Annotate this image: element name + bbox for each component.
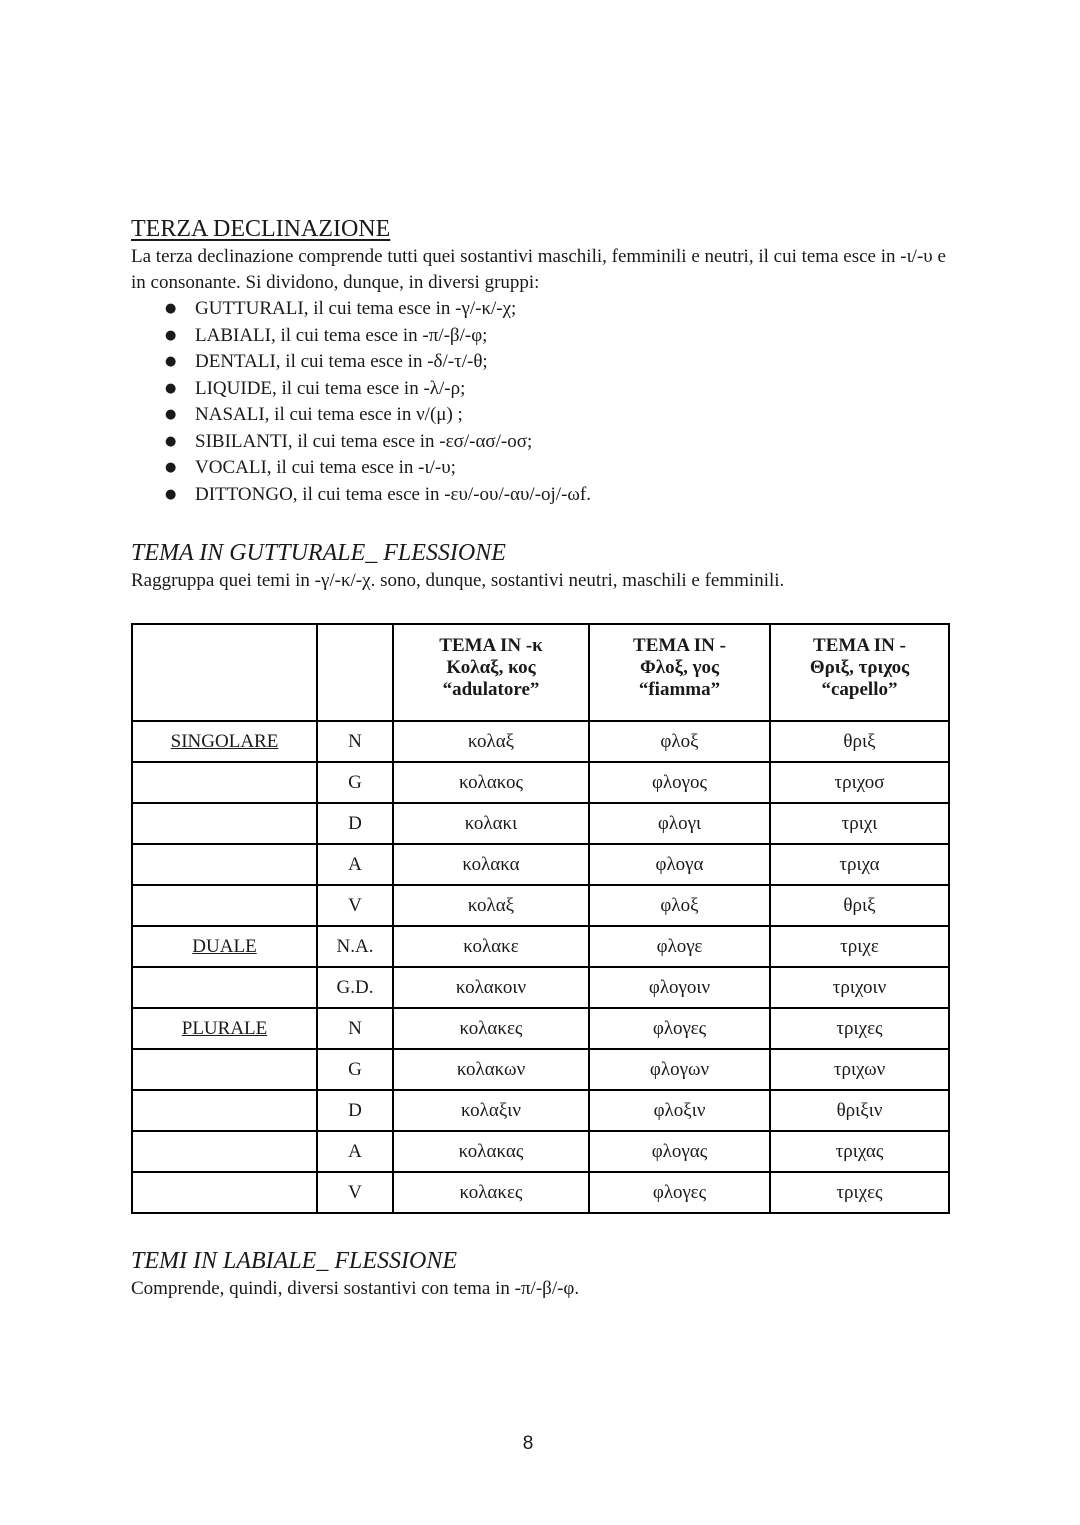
number-label [132, 1172, 317, 1213]
section-intro: Comprende, quindi, diversi sostantivi con tema in -π/-β/-φ. [131, 1278, 580, 1299]
number-label: DUALE [132, 926, 317, 967]
declension-table [131, 623, 950, 1214]
case-label: V [317, 1172, 393, 1213]
section-intro: Raggruppa quei temi in -γ/-κ/-χ. sono, dunque, sostantivi neutri, maschili e femminili. [131, 570, 785, 591]
header-empty [317, 624, 393, 721]
form-cell: φλογι [589, 803, 770, 844]
number-label [132, 844, 317, 885]
table-row [132, 1131, 949, 1172]
form-cell: φλογες [589, 1008, 770, 1049]
form-cell: κολακας [393, 1131, 589, 1172]
case-label: G.D. [317, 967, 393, 1008]
form-cell: τριχι [770, 803, 949, 844]
form-cell: θριξ [770, 885, 949, 926]
form-cell: θριξιν [770, 1090, 949, 1131]
case-label: N [317, 721, 393, 762]
form-cell: τριχας [770, 1131, 949, 1172]
form-cell: κολακοιν [393, 967, 589, 1008]
form-cell: φλογος [589, 762, 770, 803]
list-item: ● GUTTURALI, il cui tema esce in -γ/-κ/-χ; [195, 296, 951, 323]
form-cell: φλοξιν [589, 1090, 770, 1131]
table-row [132, 926, 949, 967]
form-cell: κολαξιν [393, 1090, 589, 1131]
page-number: 8 [522, 1433, 534, 1454]
list-item: ● LIQUIDE, il cui tema esce in -λ/-ρ; [195, 376, 951, 403]
header-line: TEMA IN -κ [439, 635, 543, 656]
form-cell: φλογα [589, 844, 770, 885]
number-label [132, 1131, 317, 1172]
table-header-row [132, 624, 949, 721]
form-cell: τριχε [770, 926, 949, 967]
list-item: ● NASALI, il cui tema esce in ν/(μ) ; [195, 402, 951, 429]
case-label: N.A. [317, 926, 393, 967]
header-empty [132, 624, 317, 721]
form-cell: κολακα [393, 844, 589, 885]
form-cell: κολακες [393, 1008, 589, 1049]
section-intro: La terza declinazione comprende tutti quei sostantivi maschili, femminili e neutri, il cui tema esce in -ι/-υ e in consonante. Si dividono, dunque, in diversi gruppi: [131, 246, 946, 293]
header-line: Φλοξ, γος [640, 657, 719, 678]
header-line: “capello” [821, 679, 898, 700]
header-line: “adulatore” [442, 679, 540, 700]
table-row [132, 762, 949, 803]
number-label [132, 803, 317, 844]
number-label [132, 1049, 317, 1090]
form-cell: φλογοιν [589, 967, 770, 1008]
list-item: ● DITTONGO, il cui tema esce in -ευ/-ου/-αυ/-oj/-ωf. [195, 482, 951, 509]
number-label [132, 762, 317, 803]
table-row [132, 967, 949, 1008]
table-row [132, 1008, 949, 1049]
form-cell: κολακες [393, 1172, 589, 1213]
table-row [132, 1049, 949, 1090]
case-label: G [317, 762, 393, 803]
table-row [132, 721, 949, 762]
case-label: A [317, 844, 393, 885]
form-cell: κολακε [393, 926, 589, 967]
section-title-gutturale: TEMA IN GUTTURALE_ FLESSIONE [131, 540, 506, 566]
form-cell: τριχα [770, 844, 949, 885]
form-cell: θριξ [770, 721, 949, 762]
list-item: ● DENTALI, il cui tema esce in -δ/-τ/-θ; [195, 349, 951, 376]
number-label: PLURALE [132, 1008, 317, 1049]
form-cell: τριχοσ [770, 762, 949, 803]
form-cell: τριχες [770, 1008, 949, 1049]
case-label: G [317, 1049, 393, 1090]
number-label [132, 967, 317, 1008]
form-cell: φλογων [589, 1049, 770, 1090]
form-cell: κολαξ [393, 885, 589, 926]
header-line: Θριξ, τριχος [809, 657, 910, 678]
document-page [131, 214, 951, 1302]
table-row [132, 803, 949, 844]
form-cell: κολακος [393, 762, 589, 803]
form-cell: φλογας [589, 1131, 770, 1172]
case-label: D [317, 803, 393, 844]
number-label [132, 1090, 317, 1131]
header-line: Κολαξ, κος [446, 657, 536, 678]
table-row [132, 885, 949, 926]
form-cell: φλογες [589, 1172, 770, 1213]
form-cell: τριχων [770, 1049, 949, 1090]
form-cell: κολακων [393, 1049, 589, 1090]
header-line: “fiamma” [638, 679, 721, 700]
header-line: TEMA IN - [813, 635, 906, 656]
case-label: D [317, 1090, 393, 1131]
header-cell [589, 624, 770, 721]
table-row [132, 844, 949, 885]
header-cell [770, 624, 949, 721]
form-cell: φλοξ [589, 885, 770, 926]
case-label: N [317, 1008, 393, 1049]
header-cell [393, 624, 589, 721]
list-item: ● SIBILANTI, il cui tema esce in -εσ/-ασ/-οσ; [195, 429, 951, 456]
form-cell: κολαξ [393, 721, 589, 762]
table-row [132, 1172, 949, 1213]
list-item: ● LABIALI, il cui tema esce in -π/-β/-φ; [195, 323, 951, 350]
form-cell: τριχοιν [770, 967, 949, 1008]
form-cell: τριχες [770, 1172, 949, 1213]
header-line: TEMA IN - [633, 635, 726, 656]
form-cell: φλοξ [589, 721, 770, 762]
section-title-labiale: TEMI IN LABIALE_ FLESSIONE [131, 1248, 457, 1274]
case-label: A [317, 1131, 393, 1172]
case-label: V [317, 885, 393, 926]
form-cell: φλογε [589, 926, 770, 967]
form-cell: κολακι [393, 803, 589, 844]
number-label [132, 885, 317, 926]
section-title-terza-declinazione: TERZA DECLINAZIONE [131, 216, 391, 242]
number-label: SINGOLARE [132, 721, 317, 762]
table-row [132, 1090, 949, 1131]
list-item: ● VOCALI, il cui tema esce in -ι/-υ; [195, 455, 951, 482]
groups-list [131, 296, 951, 508]
